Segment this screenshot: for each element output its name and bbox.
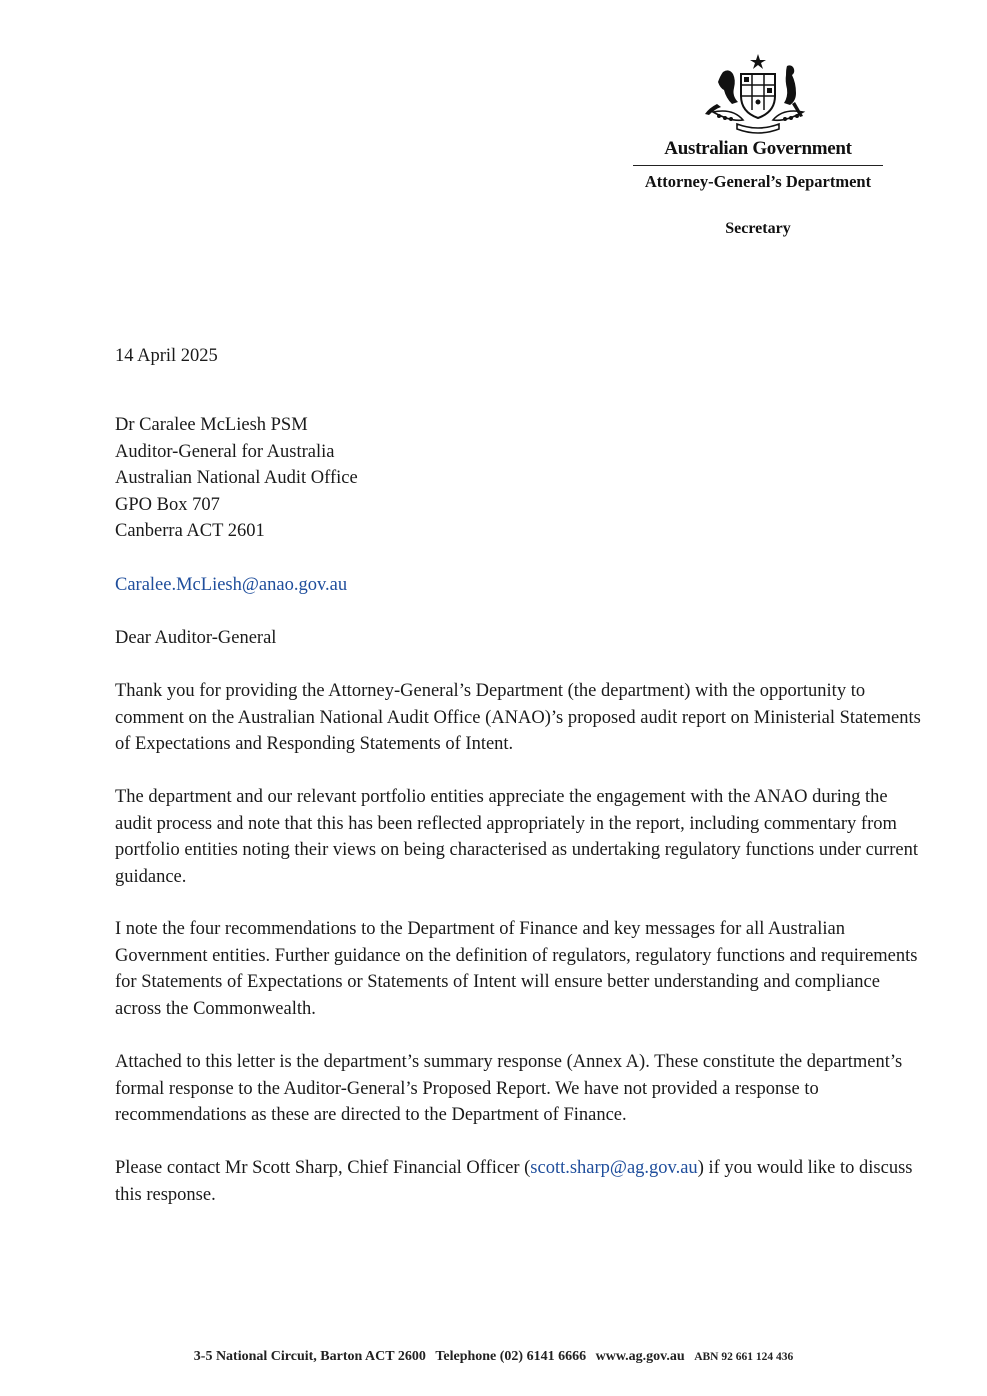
letter-date: 14 April 2025 bbox=[115, 346, 218, 366]
footer-abn: ABN 92 661 124 436 bbox=[694, 1351, 794, 1363]
recipient-po-box: GPO Box 707 bbox=[115, 494, 220, 515]
contact-text-before: Please contact Mr Scott Sharp, Chief Financial Officer ( bbox=[115, 1158, 531, 1178]
recipient-email-link[interactable]: Caralee.McLiesh@anao.gov.au bbox=[115, 575, 348, 595]
salutation: Dear Auditor-General bbox=[115, 628, 277, 648]
paragraph-attachment: Attached to this letter is the department’s summary response (Annex A). These constitute the department’s formal response to the Auditor-General’s Proposed Report. We have not provided a response to recommendations as these are directed to the Department of Finance. bbox=[115, 1052, 903, 1125]
paragraph-opening: Thank you for providing the Attorney-General’s Department (the department) with the opportunity to comment on the Australian National Audit Office (ANAO)’s proposed audit report on Ministerial Statements of Expectations and Responding Statements of Intent. bbox=[115, 681, 921, 754]
office-title: Secretary bbox=[725, 220, 791, 237]
footer-telephone: Telephone (02) 6141 6666 bbox=[435, 1349, 587, 1364]
footer-website-link[interactable]: www.ag.gov.au bbox=[595, 1349, 685, 1364]
government-name: Australian Government bbox=[664, 138, 852, 159]
recipient-city: Canberra ACT 2601 bbox=[115, 521, 265, 541]
recipient-title: Auditor-General for Australia bbox=[115, 441, 335, 462]
footer-address: 3-5 National Circuit, Barton ACT 2600 bbox=[193, 1349, 426, 1364]
recipient-organisation: Australian National Audit Office bbox=[115, 468, 358, 488]
letter-footer bbox=[0, 1349, 987, 1365]
department-name: Attorney-General’s Department bbox=[644, 172, 872, 191]
commonwealth-coat-of-arms-icon bbox=[703, 52, 813, 134]
recipient-name: Dr Caralee McLiesh PSM bbox=[115, 415, 308, 435]
paragraph-contact bbox=[115, 1155, 925, 1208]
paragraph-engagement: The department and our relevant portfolio entities appreciate the engagement with the ANAO during the audit process and note that this has been reflected appropriately in the report, including commentary from portfolio entities noting their views on being characterised as undertaking regulatory functions under current guidance. bbox=[115, 787, 918, 887]
letterhead-divider bbox=[633, 165, 883, 166]
contact-text-after: ) if you would like to discuss this response. bbox=[115, 1158, 913, 1205]
paragraph-recommendations: I note the four recommendations to the Department of Finance and key messages for all Australian Government entities. Further guidance on the definition of regulators, regulatory functions and requirements for Statements of Expectations or Statements of Intent will ensure better understanding and compliance across the Commonwealth. bbox=[115, 919, 918, 1019]
letterhead bbox=[630, 52, 886, 238]
recipient-address bbox=[115, 412, 925, 545]
contact-email-link[interactable]: scott.sharp@ag.gov.au bbox=[530, 1158, 698, 1178]
